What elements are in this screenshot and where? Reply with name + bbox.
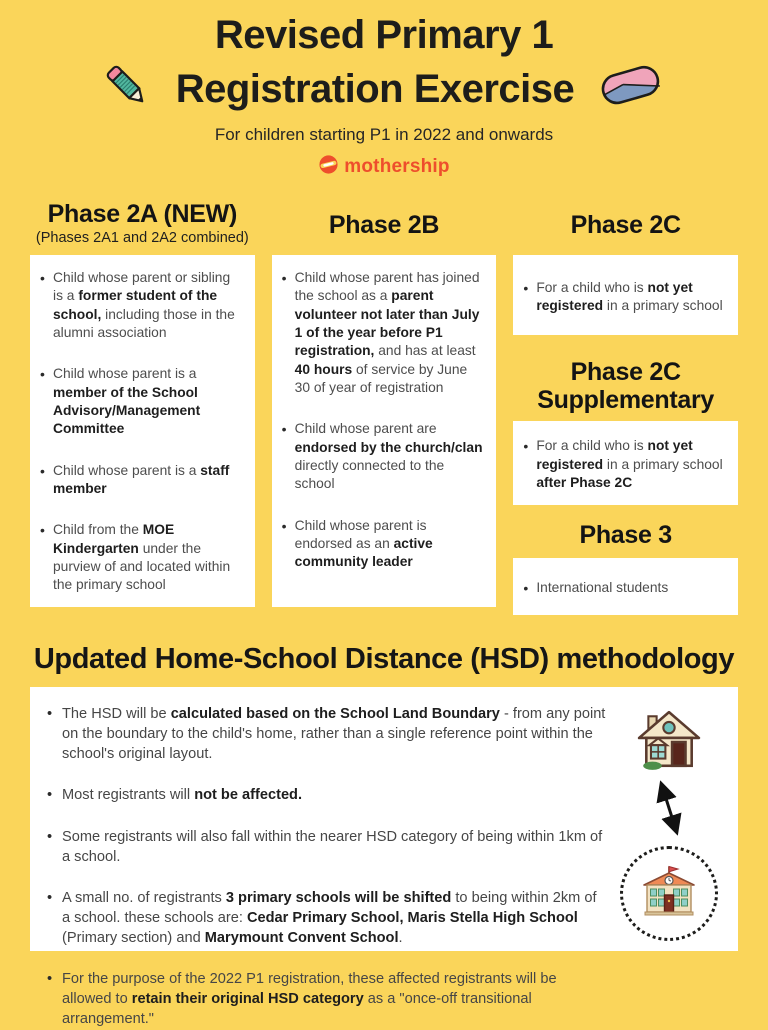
page-title-line2: Registration Exercise	[175, 66, 575, 111]
phase-2b-list	[278, 269, 486, 572]
list-item: • Child whose parent is a staff member	[36, 462, 244, 499]
list-item: • The HSD will be calculated based on the School Land Boundary - from any point on the boundary to the child's home, rather than a single reference point within the school's original layout.	[40, 704, 608, 764]
phase-2c-list	[519, 279, 727, 316]
double-arrow-icon	[654, 779, 684, 842]
phase-2a-column	[30, 200, 255, 615]
page-title-row	[0, 60, 768, 118]
phase-3-card	[513, 558, 738, 615]
house-icon	[636, 708, 702, 777]
list-item: • Child whose parent or sibling is a former student of the school, including those in the alumni association	[36, 269, 244, 342]
phase-2a-list	[36, 269, 244, 595]
list-item: • Child from the MOE Kindergarten under the purview of and located within the primary school	[36, 521, 244, 594]
list-item: • A small no. of registrants 3 primary schools will be shifted to being within 2km of a school. these schools are: Cedar Primary School, Maris Stella High School (Primary section) and Marymount Convent School.	[40, 888, 608, 948]
phase-2b-column	[272, 200, 497, 615]
phase-2b-header	[272, 200, 497, 255]
page-subtitle: For children starting P1 in 2022 and onwards	[214, 125, 554, 144]
phase-3-title: Phase 3	[579, 521, 672, 549]
phase-2c-supplementary-title: Phase 2C Supplementary	[537, 358, 715, 414]
phase-3-header	[513, 521, 738, 549]
pencil-icon	[100, 59, 156, 120]
phase-2c-column	[513, 200, 738, 615]
phase-2a-subtitle: (Phases 2A1 and 2A2 combined)	[35, 230, 249, 246]
phases-section	[0, 200, 768, 615]
hsd-illustration	[608, 702, 730, 941]
phase-2c-supplementary-header	[513, 358, 738, 414]
page-title-line1: Revised Primary 1	[214, 13, 554, 57]
phase-2c-supplementary-card	[513, 421, 738, 505]
mothership-logo-icon	[318, 154, 339, 180]
list-item: • Most registrants will not be affected.	[40, 785, 608, 805]
list-item: • For the purpose of the 2022 P1 registration, these affected registrants will be allowed to retain their original HSD category as a "once-off transitional arrangement."	[40, 969, 608, 1029]
phase-2c-supplementary-list	[519, 437, 727, 492]
phase-2c-header	[513, 200, 738, 255]
phase-2c-title: Phase 2C	[570, 211, 681, 239]
list-item: • Child whose parent is endorsed as an active community leader	[278, 517, 486, 572]
mothership-logo	[0, 154, 768, 180]
phase-2a-header	[30, 200, 255, 255]
list-item: • Child whose parent is a member of the School Advisory/Management Committee	[36, 365, 244, 438]
list-item: • For a child who is not yet registered in a primary school	[519, 279, 727, 316]
phase-3-list	[519, 579, 727, 597]
phase-2a-card	[30, 255, 255, 607]
phase-2b-card	[272, 255, 497, 607]
list-item: • Some registrants will also fall within the nearer HSD category of being within 1km of a school.	[40, 827, 608, 867]
phase-2a-title: Phase 2A (NEW)	[47, 200, 237, 228]
header	[0, 0, 768, 180]
list-item: • Child whose parent are endorsed by the church/clan directly connected to the school	[278, 420, 486, 493]
hsd-card	[30, 687, 738, 1028]
list-item: • Child whose parent has joined the school as a parent volunteer not later than July 1 of the year before P1 registration, and has at least 40 hours of service by June 30 of year of registration	[278, 269, 486, 397]
hsd-title: Updated Home-School Distance (HSD) methodology	[33, 643, 735, 675]
hsd-section	[0, 643, 768, 1028]
eraser-icon	[594, 60, 668, 119]
list-item: • For a child who is not yet registered in a primary school after Phase 2C	[519, 437, 727, 492]
list-item: • International students	[519, 579, 727, 597]
hsd-list	[40, 702, 608, 1028]
school-icon	[640, 865, 698, 922]
phase-2c-card	[513, 255, 738, 335]
mothership-logo-text: mothership	[344, 156, 450, 177]
phase-2b-title: Phase 2B	[328, 211, 440, 239]
dotted-circle	[620, 846, 718, 941]
